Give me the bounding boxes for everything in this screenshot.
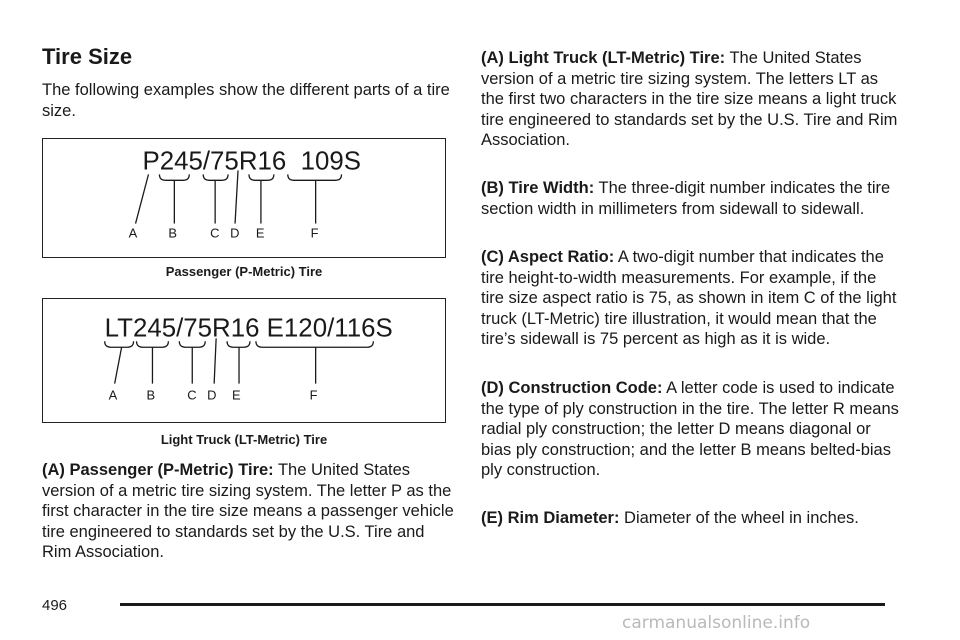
label-a: A — [128, 225, 138, 241]
pointer-d — [235, 170, 238, 223]
definition-term: (B) Tire Width: — [481, 179, 595, 197]
light-truck-diagram-caption: Light Truck (LT-Metric) Tire — [160, 432, 328, 447]
label-e: E — [255, 225, 265, 241]
label-e: E — [232, 387, 241, 403]
watermark-text: carmanualsonline.info — [622, 613, 811, 633]
definition-term: (E) Rim Diameter: — [481, 509, 620, 527]
definition-tire-width — [481, 178, 901, 219]
label-a: A — [108, 387, 118, 403]
section-title: Tire Size — [42, 44, 133, 69]
definition-rim-diameter — [481, 508, 901, 529]
passenger-tire-diagram — [42, 138, 446, 258]
intro-text: The following examples show the different parts of a tire size. — [42, 81, 450, 120]
pointer-a — [136, 174, 149, 223]
definition-text: The United States version of a metric tire sizing system. The letter P as the first character in the tire size means a passenger vehicle tire engineered to standards set by the U.S. Tire and Rim Association. — [42, 461, 454, 561]
definition-text: Diameter of the wheel in inches. — [624, 509, 859, 527]
definition-term: (A) Light Truck (LT-Metric) Tire: — [481, 49, 726, 67]
label-f: F — [310, 225, 319, 241]
definition-term: (C) Aspect Ratio: — [481, 248, 615, 266]
label-b: B — [168, 225, 178, 241]
pointer-d — [214, 338, 216, 383]
definition-text: A two-digit number that indicates the tire height-to-width measurements. For example, if the tire size aspect ratio is 75, as shown in item C of the light truck (LT-Metric) tire illustration, it would mean that the tire’s sidewall is 75 percent as high as it is wide. — [481, 248, 897, 348]
pointer-a — [115, 347, 122, 383]
definition-text: The United States version of a metric tire sizing system. The letters LT as the first two characters in the tire size means a light truck tire engineered to standards set by the U.S. Tire and Rim Association. — [481, 49, 898, 149]
label-c: C — [210, 225, 220, 241]
definition-term: (A) Passenger (P-Metric) Tire: — [42, 461, 274, 479]
label-d: D — [207, 387, 217, 403]
label-d: D — [230, 225, 240, 241]
definition-construction-code — [481, 378, 901, 481]
light-truck-tire-diagram — [42, 298, 446, 423]
definition-aspect-ratio — [481, 247, 901, 350]
passenger-diagram-caption: Passenger (P-Metric) Tire — [165, 264, 323, 279]
passenger-tire-code: P245/75R16 109S — [142, 147, 362, 176]
definition-text: A letter code is used to indicate the type of ply construction in the tire. The letter R means radial ply construction; the letter D means diagonal or bias ply construction; and the letter B means belted-bias ply construction. — [481, 379, 899, 479]
definition-passenger — [42, 460, 457, 563]
footer-rule — [120, 603, 885, 606]
label-c: C — [187, 387, 197, 403]
label-f: F — [309, 387, 318, 403]
page-number: 496 — [42, 597, 68, 614]
light-truck-tire-code: LT245/75R16 E120/116S — [104, 314, 393, 343]
definition-text: The three-digit number indicates the tire section width in millimeters from sidewall to sidewall. — [481, 179, 891, 218]
definition-light-truck — [481, 48, 901, 151]
label-b: B — [146, 387, 156, 403]
definition-term: (D) Construction Code: — [481, 379, 663, 397]
